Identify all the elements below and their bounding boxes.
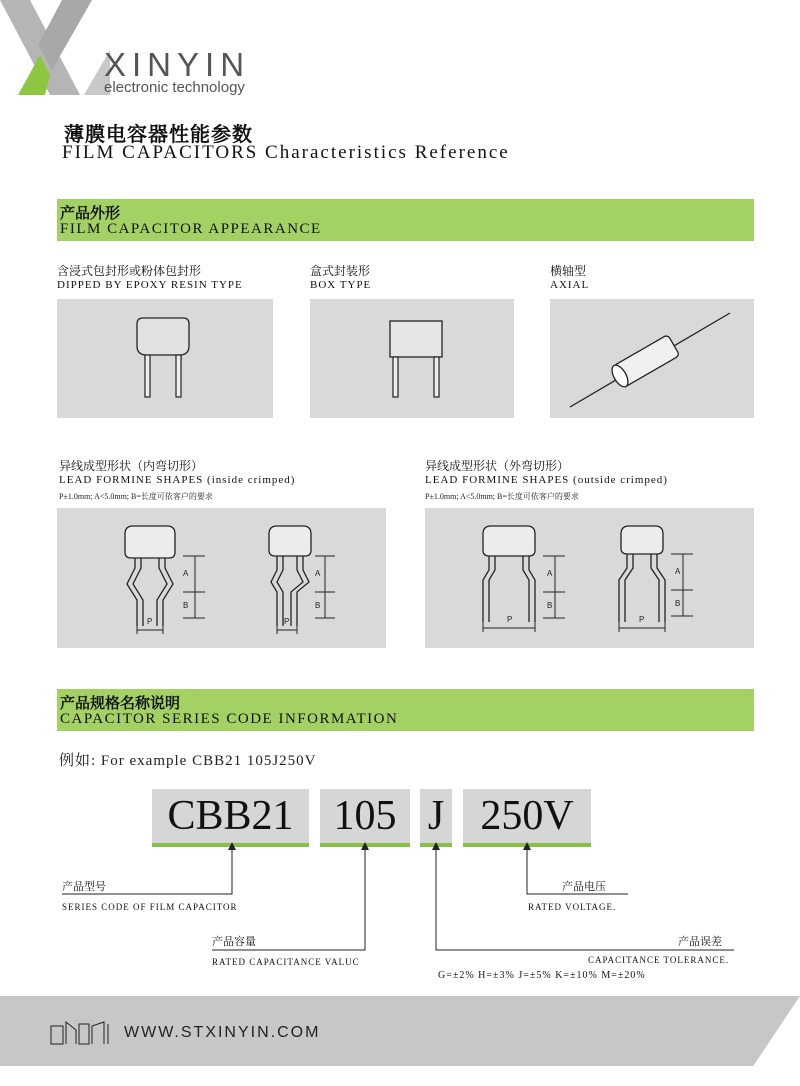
code-capacitance-box: 105 [320,789,410,847]
dim-p-label: P [639,615,645,624]
code-tolerance-box: J [420,789,452,847]
appearance-section-title-cn: 产品外形 [60,204,121,222]
capacitance-label-en: RATED CAPACITANCE VALUC [212,957,360,967]
series-code-label-cn: 产品型号 [62,880,106,893]
type-dipped-label-cn: 含浸式包封形或粉体包封形 [57,264,202,278]
dim-a-label: A [315,569,321,578]
dipped-type-panel [57,299,273,418]
outside-crimped-label-cn: 异线成型形状（外弯切形） [425,459,570,473]
axial-type-panel [550,299,754,418]
series-code-label-en: SERIES CODE OF FILM CAPACITOR [62,902,238,912]
inside-crimped-diagram [57,508,386,648]
type-box-label-en: BOX TYPE [310,279,372,291]
footer-corner [740,996,800,1086]
voltage-label-en: RATED VOLTAGE. [528,902,617,912]
dim-a-label: A [183,569,189,578]
type-axial-label-cn: 横轴型 [550,264,587,278]
outside-crimped-label-en: LEAD FORMINE SHAPES (outside crimped) [425,474,668,486]
brand-name: XINYIN [104,46,251,83]
series-section-title-en: CAPACITOR SERIES CODE INFORMATION [60,711,399,727]
box-capacitor-image [310,299,514,418]
type-box-label-cn: 盒式封装形 [310,264,371,278]
dim-b-label: B [315,601,321,610]
inside-crimped-label-en: LEAD FORMINE SHAPES (inside crimped) [59,474,296,486]
appearance-section-band [57,199,754,241]
inside-crimped-panel [57,508,386,648]
dim-p-label: P [284,617,290,626]
series-section-title-cn: 产品规格名称说明 [60,694,181,712]
page-title-en: FILM CAPACITORS Characteristics Reference [62,142,510,163]
box-type-panel [310,299,514,418]
dim-b-label: B [547,601,553,610]
voltage-label-cn: 产品电压 [562,880,606,893]
dim-b-label: B [183,601,189,610]
type-axial-label-en: AXIAL [550,279,590,291]
dim-a-label: A [547,569,553,578]
code-voltage-box: 250V [463,789,591,847]
tolerance-values: G=±2% H=±3% J=±5% K=±10% M=±20% [438,970,646,981]
dim-p-label: P [507,615,513,624]
footer-logo-icon [50,1020,114,1046]
tolerance-label-cn: 产品误差 [678,935,722,948]
outside-crimped-note: P±1.0mm; A<5.0mm; B=长度可依客户的要求 [425,492,579,501]
dim-p-label: P [147,617,153,626]
series-section-band [57,689,754,731]
inside-crimped-label-cn: 异线成型形状（内弯切形） [59,459,204,473]
appearance-section-title-en: FILM CAPACITOR APPEARANCE [60,221,322,237]
inside-crimped-note: P±1.0mm; A<5.0mm; B=长度可依客户的要求 [59,492,213,501]
footer-band [0,996,800,1066]
page-title-cn: 薄膜电容器性能参数 [64,122,253,146]
capacitance-label-cn: 产品容量 [212,935,256,948]
code-series-box: CBB21 [152,789,309,847]
tolerance-label-en: CAPACITANCE TOLERANCE. [588,955,730,965]
dim-a-label: A [675,567,681,576]
brand-tagline: electronic technology [104,79,245,96]
dipped-capacitor-image [57,299,273,418]
series-example: 例如: For example CBB21 105J250V [59,753,317,769]
axial-capacitor-image [550,299,754,418]
type-dipped-label-en: DIPPED BY EPOXY RESIN TYPE [57,279,243,291]
footer-url-link[interactable]: WWW.STXINYIN.COM [124,1024,321,1041]
outside-crimped-diagram [425,508,754,648]
dim-b-label: B [675,599,681,608]
outside-crimped-panel [425,508,754,648]
brand-logo-mark [0,0,110,95]
